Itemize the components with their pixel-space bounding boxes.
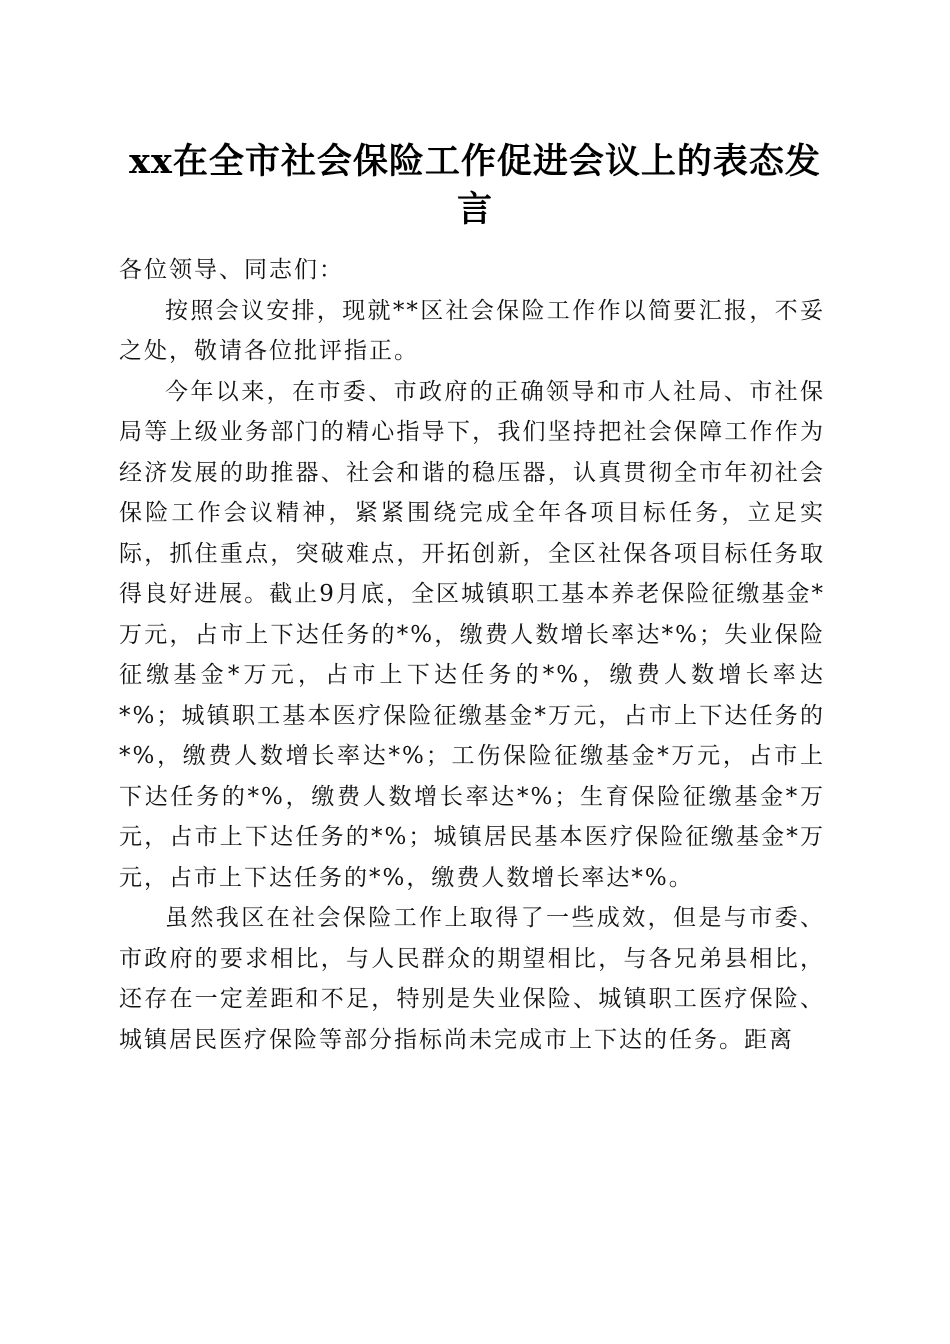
paragraph-3: 虽然我区在社会保险工作上取得了一些成效，但是与市委、市政府的要求相比，与人民群众的期望相比，与各兄弟县相比，还存在一定差距和不足，特别是失业保险、城镇职工医疗保险、城镇居民医疗保险等部分指标尚未完成市上下达的任务。距离 — [119, 905, 825, 1053]
paragraph-1: 按照会议安排，现就**区社会保险工作作以简要汇报，不妥之处，敬请各位批评指正。 — [119, 297, 825, 364]
paragraph-2: 今年以来，在市委、市政府的正确领导和市人社局、市社保局等上级业务部门的精心指导下，我们坚持把社会保障工作作为经济发展的助推器、社会和谐的稳压器，认真贯彻全市年初社会保险工作会议精神，紧紧围绕完成全年各项目标任务，立足实际，抓住重点，突破难点，开拓创新，全区社保各项目标任务取得良好进展。截止9月底，全区城镇职工基本养老保险征缴基金*万元，占市上下达任务的*%，缴费人数增长率达*%；失业保险征缴基金*万元，占市上下达任务的*%，缴费人数增长率达*%；城镇职工基本医疗保险征缴基金*万元，占市上下达任务的*%，缴费人数增长率达*%；工伤保险征缴基金*万元，占市上下达任务的*%，缴费人数增长率达*%；生育保险征缴基金*万元，占市上下达任务的*%；城镇居民基本医疗保险征缴基金*万元，占市上下达任务的*%，缴费人数增长率达*%。 — [119, 378, 825, 891]
salutation: 各位领导、同志们： — [119, 257, 344, 283]
document-body — [119, 250, 825, 1060]
document-title: xx在全市社会保险工作促进会议上的表态发言 — [129, 141, 821, 230]
